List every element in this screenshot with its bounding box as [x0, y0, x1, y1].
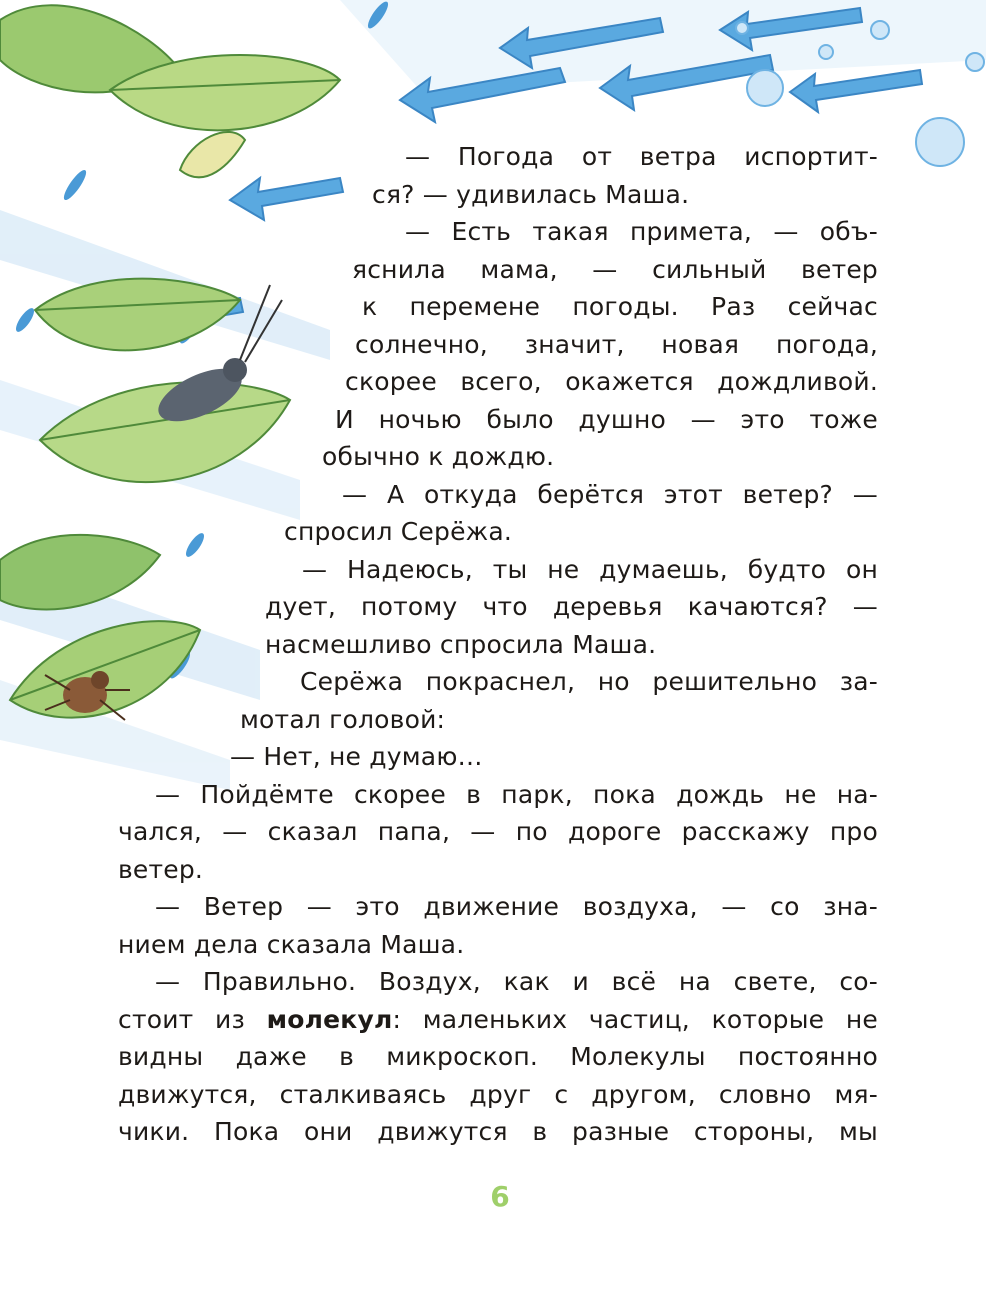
text-line: чался, — сказал папа, — по дороге расскажу про [118, 817, 878, 846]
text-line: мотал головой: [240, 705, 446, 734]
text-line: спросил Серёжа. [284, 517, 513, 546]
text-line: — Надеюсь, ты не думаешь, будто он [302, 555, 878, 584]
text-line: дует, потому что деревья качаются? — [265, 592, 878, 621]
text-line: — Нет, не думаю… [230, 742, 483, 771]
text-line: ветер. [118, 855, 204, 884]
text-line: к перемене погоды. Раз сейчас [362, 292, 878, 321]
text-line: солнечно, значит, новая погода, [355, 330, 878, 359]
text-line: Серёжа покраснел, но решительно за- [300, 667, 878, 696]
text-line: яснила мама, — сильный ветер [352, 255, 878, 284]
text-line: движутся, сталкиваясь друг с другом, словно мя- [118, 1080, 878, 1109]
text-line: чики. Пока они движутся в разные стороны, мы [118, 1117, 878, 1146]
text-line: — Ветер — это движение воздуха, — со зна- [155, 892, 878, 921]
text-line: И ночью было душно — это тоже [335, 405, 878, 434]
term-molecules: молекул [266, 1005, 393, 1034]
text-fragment: стоит из [118, 1005, 267, 1034]
text-line: обычно к дождю. [322, 442, 555, 471]
text-fragment: : маленьких частиц, которые не [392, 1005, 878, 1034]
text-line: — Пойдёмте скорее в парк, пока дождь не на- [155, 780, 878, 809]
text-line: насмешливо спросила Маша. [265, 630, 657, 659]
text-line: — Есть такая примета, — объ- [405, 217, 878, 246]
text-line: — А откуда берётся этот ветер? — [342, 480, 878, 509]
text-line: ся? — удивилась Маша. [372, 180, 690, 209]
text-line-molecules [118, 1005, 878, 1035]
page-number: 6 [490, 1180, 510, 1213]
text-line: — Правильно. Воздух, как и всё на свете, со- [155, 967, 878, 996]
text-line: — Погода от ветра испортит- [405, 142, 878, 171]
text-line: нием дела сказала Маша. [118, 930, 465, 959]
text-line: скорее всего, окажется дождливой. [345, 367, 878, 396]
text-line: видны даже в микроскоп. Молекулы постоянно [118, 1042, 878, 1071]
